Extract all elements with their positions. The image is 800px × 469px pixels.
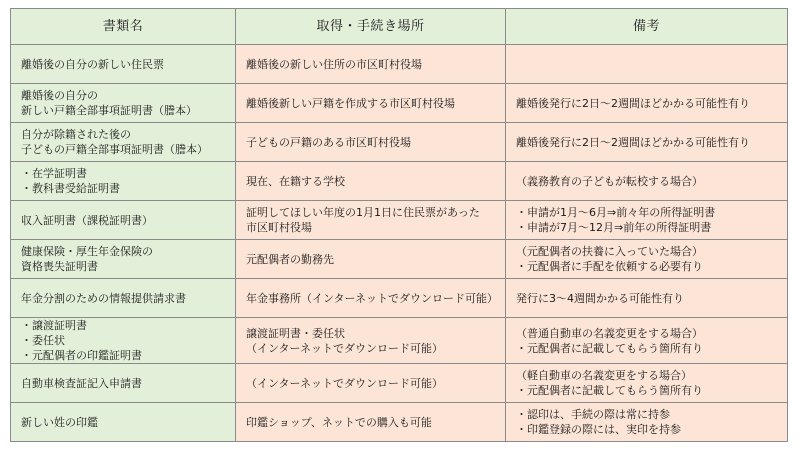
table-header-row (11, 9, 788, 45)
cell-text-line: ・申請が1月～6月⇒前々年の所得証明書 (516, 206, 716, 219)
cell-text-line: ・元配偶者に手配を依頼する必要有り (516, 260, 703, 273)
document-name-cell (11, 162, 236, 201)
table-row (11, 162, 788, 201)
cell-text-line: （義務教育の子どもが転校する場合） (516, 174, 703, 188)
cell-text-line: 年金分割のための情報提供請求書 (21, 291, 186, 305)
table-row (11, 364, 788, 403)
place-cell (236, 403, 506, 442)
cell-text-line: 離婚後の自分の新しい住民票 (21, 57, 164, 71)
place-cell (236, 240, 506, 279)
place-cell (236, 201, 506, 240)
table-row (11, 201, 788, 240)
note-cell (506, 279, 788, 318)
table-row (11, 123, 788, 162)
document-name-cell (11, 45, 236, 84)
cell-text-line: 元配偶者の勤務先 (246, 252, 334, 266)
place-cell (236, 45, 506, 84)
cell-text-line: （普通自動車の名義変更をする場合） (516, 326, 703, 340)
cell-text-line: 新しい戸籍全部事項証明書（謄本） (21, 104, 197, 117)
cell-text-line: 離婚後発行に2日～2週間ほどかかる可能性有り (516, 135, 750, 149)
table-row (11, 403, 788, 442)
cell-text-line: 資格喪失証明書 (21, 260, 98, 273)
cell-text-line: ・印鑑登録の際には、実印を持参 (516, 423, 681, 436)
document-name-cell (11, 364, 236, 403)
cell-text-line: 健康保険・厚生年金保険の (21, 245, 153, 258)
header-place: 取得・手続き場所 (236, 9, 506, 45)
document-name-cell (11, 240, 236, 279)
place-cell (236, 84, 506, 123)
cell-text-line: 年金事務所（インターネットでダウンロード可能） (246, 291, 499, 305)
cell-text-line: 新しい姓の印鑑 (21, 415, 98, 429)
cell-text-line: ・在学証明書 (21, 167, 87, 180)
cell-text-line: ・認印は、手続の際は常に持参 (516, 408, 670, 421)
cell-text-line: 証明してほしい年度の1月1日に住民票があった (246, 206, 480, 219)
cell-text-line: ・譲渡証明書 (21, 319, 87, 332)
place-cell (236, 364, 506, 403)
cell-text-line: 離婚後の新しい住所の市区町村役場 (246, 57, 422, 71)
cell-text-line: ・元配偶者の印鑑証明書 (21, 349, 142, 362)
place-cell (236, 123, 506, 162)
document-name-cell (11, 279, 236, 318)
cell-text-line: （元配偶者の扶養に入っていた場合） (516, 245, 703, 258)
document-name-cell (11, 201, 236, 240)
cell-text-line: 自分が除籍された後の (21, 128, 131, 141)
cell-text-line: 子どもの戸籍全部事項証明書（謄本） (21, 143, 208, 156)
note-cell (506, 318, 788, 364)
cell-text-line: 市区町村役場 (246, 221, 312, 234)
cell-text-line: ・教科書受給証明書 (21, 182, 120, 195)
note-cell (506, 403, 788, 442)
note-cell (506, 162, 788, 201)
header-document-name: 書類名 (11, 9, 236, 45)
document-name-cell (11, 84, 236, 123)
cell-text-line: 印鑑ショップ、ネットでの購入も可能 (246, 415, 432, 429)
table-row (11, 45, 788, 84)
document-table-container (10, 8, 787, 442)
note-cell (506, 364, 788, 403)
cell-text-line: ・元配偶者に記載してもらう箇所有り (516, 341, 703, 355)
note-cell (506, 123, 788, 162)
cell-text-line: 自動車検査証記入申請書 (21, 376, 142, 390)
note-cell (506, 201, 788, 240)
note-cell (506, 240, 788, 279)
place-cell (236, 279, 506, 318)
note-cell (506, 84, 788, 123)
header-notes: 備考 (506, 9, 788, 45)
note-cell (506, 45, 788, 84)
cell-text-line: ・委任状 (21, 334, 65, 347)
cell-text-line: （インターネットでダウンロード可能） (246, 341, 444, 355)
place-cell (236, 318, 506, 364)
table-row (11, 279, 788, 318)
table-row (11, 318, 788, 364)
cell-text-line: 現在、在籍する学校 (246, 174, 345, 188)
cell-text-line: 発行に3～4週間かかる可能性有り (516, 291, 684, 305)
cell-text-line: ・申請が7月～12月⇒前年の所得証明書 (516, 221, 712, 234)
cell-text-line: 譲渡証明書・委任状 (246, 326, 345, 340)
place-cell (236, 162, 506, 201)
cell-text-line: （インターネットでダウンロード可能） (246, 376, 444, 390)
table-row (11, 240, 788, 279)
document-name-cell (11, 318, 236, 364)
cell-text-line: 子どもの戸籍のある市区町村役場 (246, 135, 411, 149)
cell-text-line: ・元配偶者に記載してもらう箇所有り (516, 384, 703, 397)
cell-text-line: 離婚後新しい戸籍を作成する市区町村役場 (246, 96, 455, 110)
cell-text-line: 収入証明書（課税証明書） (21, 213, 153, 227)
cell-text-line: （軽自動車の名義変更をする場合） (516, 369, 692, 382)
document-name-cell (11, 123, 236, 162)
required-documents-table (10, 8, 788, 442)
document-name-cell (11, 403, 236, 442)
cell-text-line: 離婚後発行に2日～2週間ほどかかる可能性有り (516, 96, 750, 110)
table-row (11, 84, 788, 123)
cell-text-line: 離婚後の自分の (21, 89, 98, 102)
